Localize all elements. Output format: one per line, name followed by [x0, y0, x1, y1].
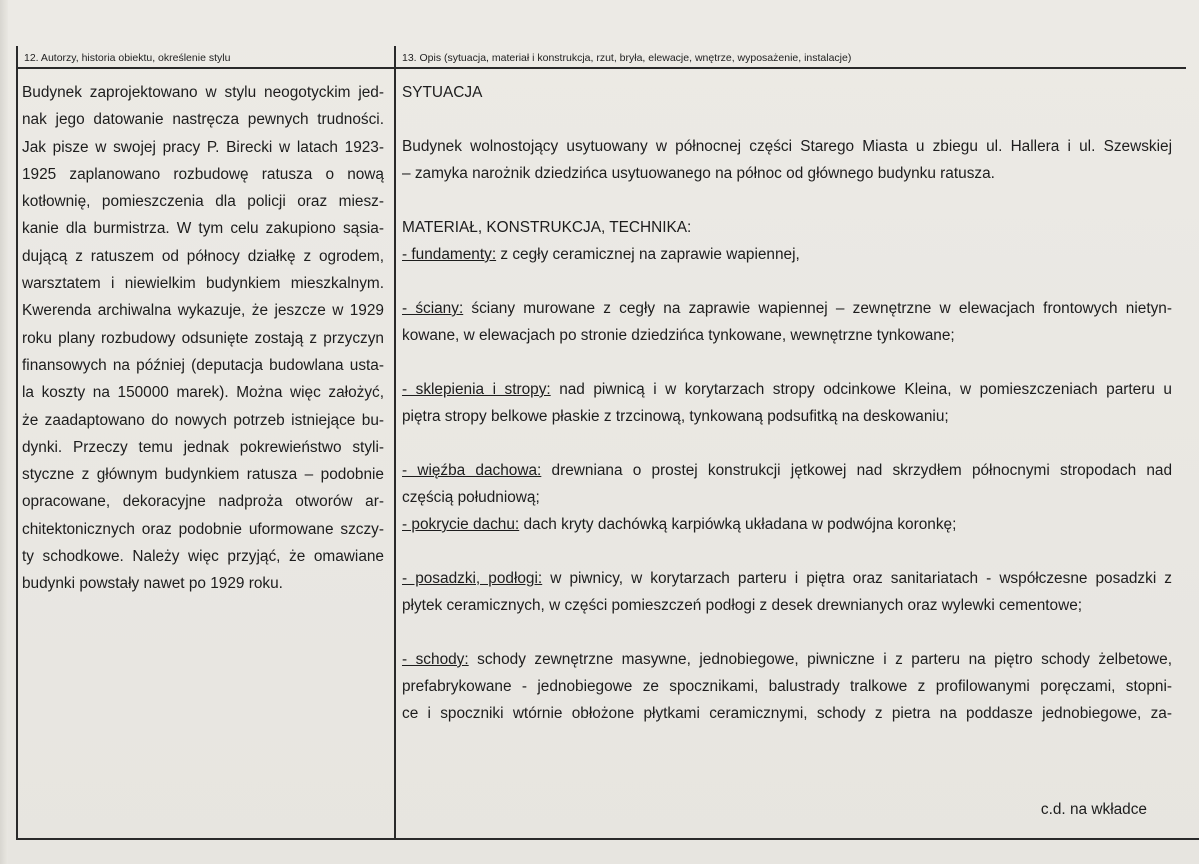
pokrycie-item — [402, 511, 1172, 538]
section-12-header: 12. Autorzy, historia obiektu, określenie stylu — [24, 52, 231, 64]
pokrycie-label: - pokrycie dachu: — [402, 516, 520, 533]
schody-item — [402, 646, 1172, 673]
sklepienia-line-2: piętra stropy belkowe płaskie z trzcinową, tynkowaną podsufitką na deskowaniu; — [402, 408, 949, 425]
wiezba-label: - więźba dachowa: — [402, 462, 542, 479]
sytuacja-line: Budynek wolnostojący usytuowany w północnej części Starego Miasta u zbiegu ul. Hallera i ul. Szewskiej — [402, 138, 1172, 155]
history-line: Jak pisze w swojej pracy P. Birecki w latach 1923- — [22, 138, 384, 156]
history-line: Budynek zaprojektowano w stylu neogotyckim jed- — [22, 84, 384, 101]
schody-label: - schody: — [402, 651, 469, 668]
history-line: Kwerenda archiwalna wykazuje, że jeszcze w 1929 — [22, 302, 384, 320]
posadzki-item — [402, 565, 1172, 592]
sciany-line-2: kowane, w elewacjach po stronie dziedzińca tynkowane, wewnętrzne tynkowane; — [402, 327, 955, 344]
column-divider — [394, 46, 396, 840]
blank-line — [402, 106, 1172, 133]
history-line: la koszty na 150000 marek). Można więc założyć, — [22, 384, 384, 402]
history-text-column — [22, 79, 384, 598]
history-line: roku plany rozbudowy odsunięte zostają z przyczyn — [22, 329, 384, 347]
schody-line-3: ce i spoczniki wtórnie obłożone płytkami ceramicznymi, schody z pietra na poddasze jednobiegowe, za- — [402, 705, 1172, 722]
history-line: 1925 zaplanowano rozbudowę ratusza o nową — [22, 165, 384, 183]
history-line: finansowych na później (deputacja budowlana usta- — [22, 356, 384, 374]
history-line: budynki powstały nawet po 1929 roku. — [22, 575, 283, 593]
frame-left-border — [16, 46, 18, 840]
section-13-header: 13. Opis (sytuacja, materiał i konstrukcja, rzut, bryła, elewacje, wnętrze, wyposażenie, instalacje) — [402, 52, 852, 64]
blank-line — [402, 538, 1172, 565]
history-line: styczne z głównym budynkiem ratusza – podobnie — [22, 466, 384, 484]
blank-line — [402, 619, 1172, 646]
pokrycie-text: dach kryty dachówką karpiówką układana w podwójna koronkę; — [519, 516, 957, 533]
blank-line — [402, 430, 1172, 457]
scan-edge-shadow — [0, 0, 8, 864]
wiezba-item — [402, 457, 1172, 484]
fundamenty-label: - fundamenty: — [402, 246, 497, 263]
sciany-item — [402, 295, 1172, 322]
history-line: dującą z ratuszem od północy działkę z ogrodem, — [22, 247, 384, 265]
sklepienia-item — [402, 376, 1172, 403]
schody-line-2: prefabrykowane - jednobiegowe ze spocznikami, balustrady tralkowe z profilowanymi poręczami, stopni- — [402, 678, 1172, 695]
sklepienia-label: - sklepienia i stropy: — [402, 381, 551, 398]
history-line: kanie dla burmistrza. W tym celu zakupiono sąsia- — [22, 220, 384, 238]
history-line: ty schodkowe. Należy więc przyjąć, że omawiane — [22, 548, 384, 566]
blank-line — [402, 268, 1172, 295]
posadzki-label: - posadzki, podłogi: — [402, 570, 543, 587]
fundamenty-text: z cegły ceramicznej na zaprawie wapiennej, — [496, 246, 800, 263]
sytuacja-line: – zamyka narożnik dziedzińca usytuowanego na północ od głównego budynku ratusza. — [402, 165, 995, 182]
header-rule — [16, 67, 1186, 69]
history-line: kotłownię, pomieszczenia dla policji oraz miesz- — [22, 193, 384, 211]
schody-text: schody zewnętrzne masywne, jednobiegowe, piwniczne i z parteru na piętro schody żelbetowe, — [468, 651, 1172, 668]
wiezba-line-2: częścią południową; — [402, 489, 540, 506]
sciany-text: ściany murowane z cegły na zaprawie wapiennej – zewnętrzne w elewacjach frontowych nietyn- — [463, 300, 1172, 317]
fundamenty-item — [402, 241, 1172, 268]
blank-line — [402, 187, 1172, 214]
history-line: nak jego datowanie nastręcza pewnych trudności. — [22, 111, 384, 129]
posadzki-text: w piwnicy, w korytarzach parteru i piętra oraz sanitariatach - współczesne posadzki z — [542, 570, 1172, 587]
history-line: warsztatem i niewielkim budynkiem mieszkalnym. — [22, 275, 384, 293]
sciany-label: - ściany: — [402, 300, 464, 317]
history-line: dynki. Przeczy temu jednak pokrewieństwo styli- — [22, 438, 384, 456]
sytuacja-heading: SYTUACJA — [402, 84, 483, 101]
continuation-note: c.d. na wkładce — [1040, 801, 1147, 818]
frame-bottom-border — [16, 838, 1199, 840]
description-text-column — [402, 79, 1172, 727]
posadzki-line-2: płytek ceramicznych, w części pomieszczeń podłogi z desek drewnianych oraz wylewki cementowe; — [402, 597, 1083, 614]
blank-line — [402, 349, 1172, 376]
material-heading: MATERIAŁ, KONSTRUKCJA, TECHNIKA: — [402, 219, 692, 236]
history-line: że zaadaptowano do nowych potrzeb istniejące bu- — [22, 411, 384, 429]
sklepienia-text: nad piwnicą i w korytarzach stropy odcinkowe Kleina, w pomieszczeniach parteru u — [550, 381, 1172, 398]
history-line: opracowane, dekoracyjne nadproża otworów ar- — [22, 493, 384, 511]
history-line: chitektonicznych oraz podobnie uformowane szczy- — [22, 520, 384, 538]
wiezba-text: drewniana o prostej konstrukcji jętkowej nad skrzydłem północnymi stropodach nad — [541, 462, 1172, 479]
